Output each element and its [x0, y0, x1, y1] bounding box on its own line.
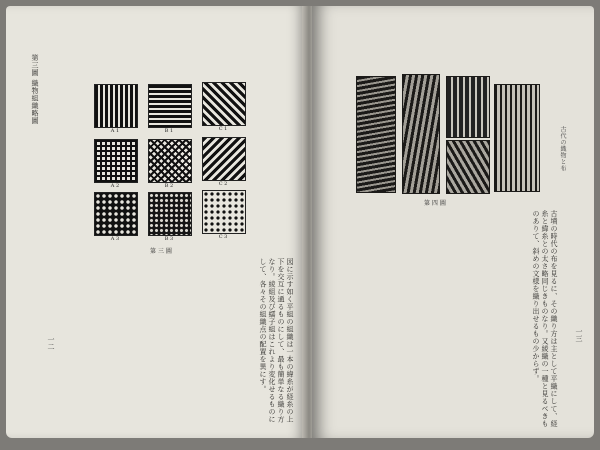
swatch-label: B 3	[164, 236, 174, 242]
weave-swatch-c2	[202, 137, 246, 181]
swatch-label: A 2	[110, 183, 120, 189]
page-number: 一三	[575, 328, 583, 342]
figure-caption: 第 四 圖	[424, 200, 446, 207]
textile-photo-2	[402, 74, 440, 194]
right-page	[312, 6, 594, 438]
weave-swatch-b3	[148, 192, 192, 236]
swatch-label: B 1	[164, 128, 174, 134]
book-spread	[6, 6, 594, 446]
weave-swatch-b2	[148, 139, 192, 183]
swatch-label: C 2	[218, 181, 228, 187]
textile-photo-1	[356, 76, 396, 193]
textile-photo-3	[446, 76, 490, 138]
swatch-label: A 3	[110, 236, 120, 242]
weave-swatch-b1	[148, 84, 192, 128]
weave-swatch-a2	[94, 139, 138, 183]
swatch-label: A 1	[110, 128, 120, 134]
figure-caption: 第 三 圖	[150, 248, 172, 255]
running-header: 古代の織物と布	[559, 126, 566, 172]
swatch-label: C 3	[218, 234, 228, 240]
weave-swatch-a1	[94, 84, 138, 128]
page-number: 一二	[47, 336, 55, 350]
left-page	[6, 6, 306, 438]
right-body-text-block: 古墳の時代の布を見るに、その織り方は主として平織にして、経糸と緯糸との太さ略同じきものなり。又綾織の一種と見るべきものありて、斜めの文様を織り出せるもの少からず。	[532, 210, 558, 428]
left-body-text: 図に示す如く平組の組織は一本の緯糸が経糸の上下を交互に通るものにして、最も簡単なる織り方なり。綾組及び繻子組はこれより変化せるものにして、各々その組織点の配置を異にす。	[259, 258, 294, 423]
weave-swatch-c1	[202, 82, 246, 126]
weave-swatch-c3	[202, 190, 246, 234]
swatch-label: B 2	[164, 183, 174, 189]
left-side-note: 第三圖 織物組織略圖	[31, 54, 39, 125]
textile-photo-5	[494, 84, 540, 192]
textile-photo-4	[446, 140, 490, 194]
weave-swatch-a3	[94, 192, 138, 236]
swatch-label: C 1	[218, 126, 228, 132]
